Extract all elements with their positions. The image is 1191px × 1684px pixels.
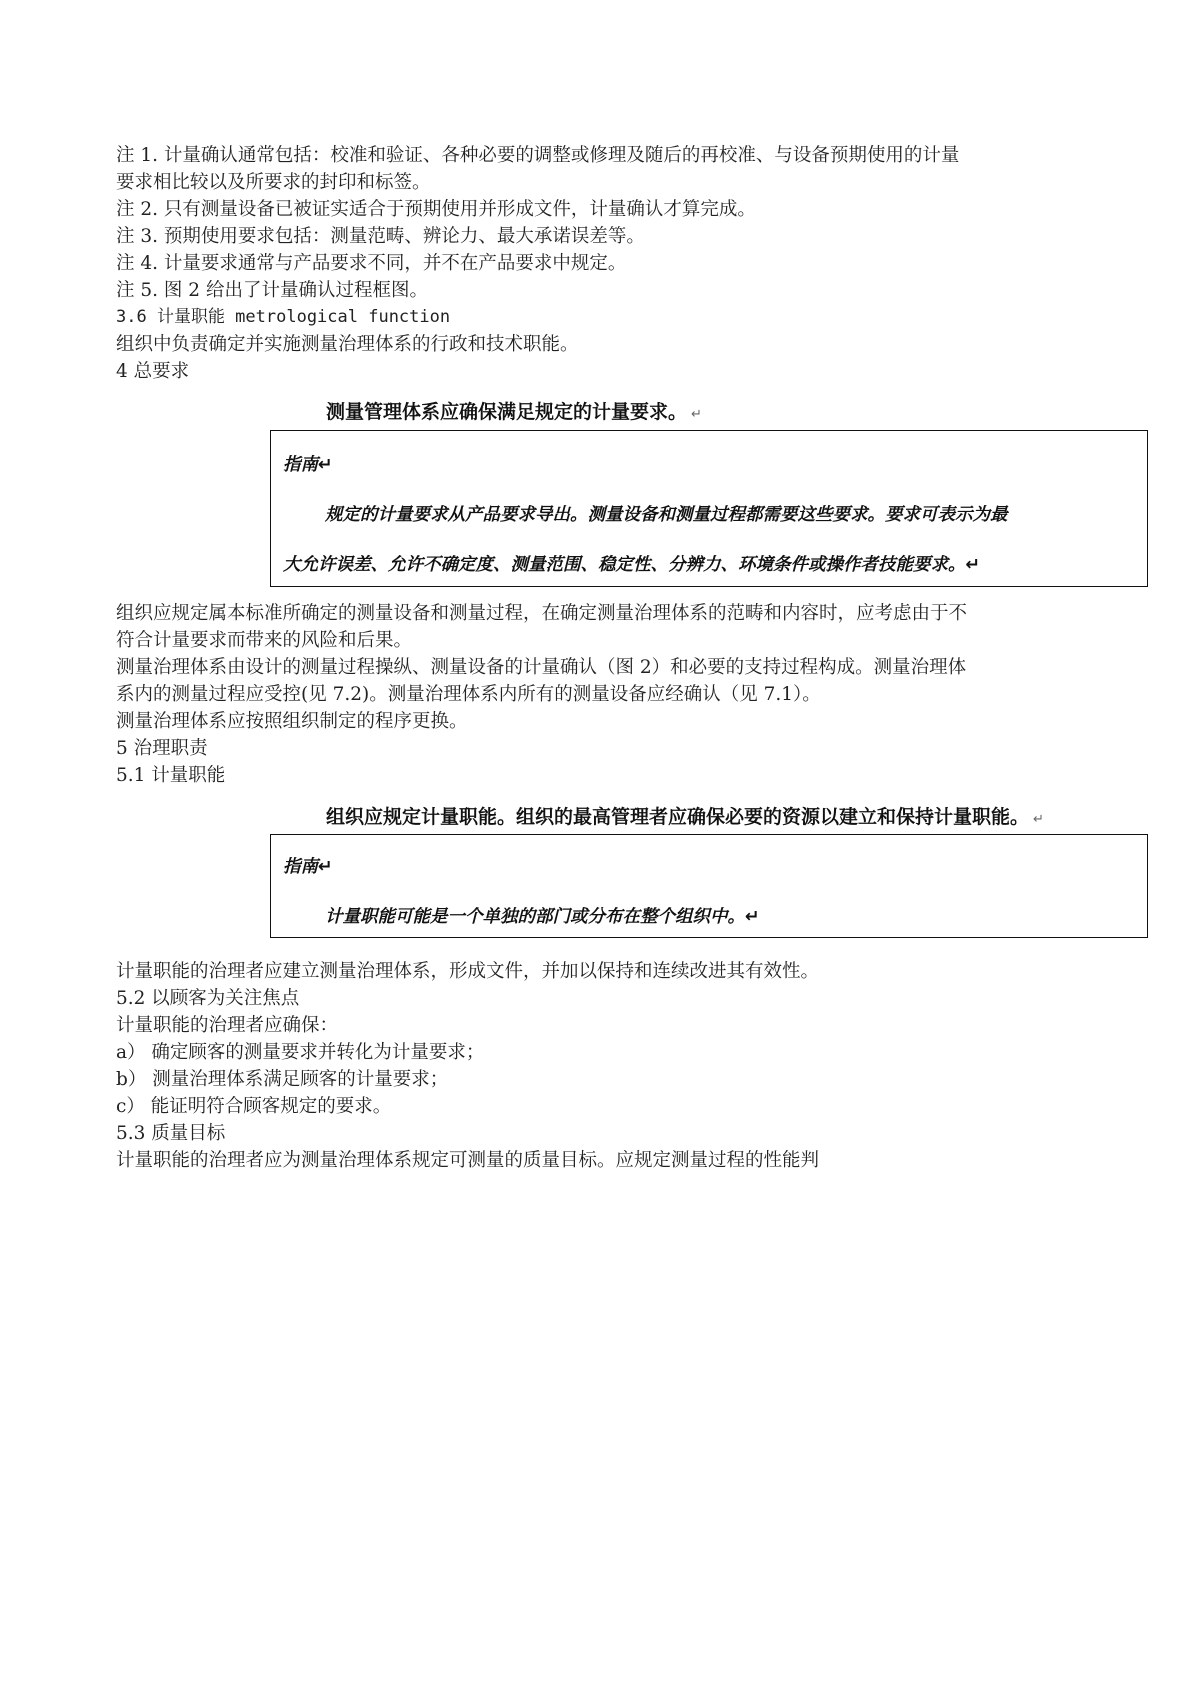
- guide-title: 指南↵: [283, 455, 333, 475]
- section-4-para-1-line-2: 符合计量要求而带来的风险和后果。: [116, 630, 413, 651]
- section-5-heading: 5 治理职责: [116, 738, 208, 759]
- note-4: 注 4. 计量要求通常与产品要求不同，并不在产品要求中规定。: [116, 253, 627, 274]
- section-4-requirement: [326, 399, 702, 428]
- note-5: 注 5. 图 2 给出了计量确认过程框图。: [116, 280, 428, 301]
- section-4-para-3: 测量治理体系应按照组织制定的程序更换。: [116, 711, 468, 732]
- guide-text-line-1: 规定的计量要求从产品要求导出。测量设备和测量过程都需要这些要求。要求可表示为最: [325, 505, 1008, 525]
- section-5-2-intro: 计量职能的治理者应确保：: [116, 1015, 339, 1036]
- list-item-c: c） 能证明符合顾客规定的要求。: [116, 1096, 392, 1117]
- note-1-line-1: 注 1. 计量确认通常包括：校准和验证、各种必要的调整或修理及随后的再校准、与设备预期使用的计量: [116, 145, 960, 166]
- paragraph-mark: ↵: [1033, 812, 1044, 827]
- section-4-requirement-text: 测量管理体系应确保满足规定的计量要求。: [326, 401, 688, 423]
- section-4-para-2-line-1: 测量治理体系由设计的测量过程操纵、测量设备的计量确认（图 2）和必要的支持过程构成。测量治理体: [116, 657, 967, 678]
- section-5-1-para: 计量职能的治理者应建立测量治理体系，形成文件，并加以保持和连续改进其有效性。: [116, 961, 820, 982]
- guide-title: 指南↵: [283, 857, 333, 877]
- note-2: 注 2. 只有测量设备已被证实适合于预期使用并形成文件，计量确认才算完成。: [116, 199, 756, 220]
- section-5-1-heading: 5.1 计量职能: [116, 765, 226, 786]
- section-4-heading: 4 总要求: [116, 361, 190, 382]
- note-3: 注 3. 预期使用要求包括：测量范畴、辨论力、最大承诺误差等。: [116, 226, 645, 247]
- paragraph-mark: ↵: [691, 407, 702, 422]
- section-5-3-text: 计量职能的治理者应为测量治理体系规定可测量的质量目标。应规定测量过程的性能判: [116, 1150, 820, 1171]
- section-3-6-heading: 3.6 计量职能 metrological function: [116, 307, 451, 327]
- section-4-para-2-line-2: 系内的测量过程应受控(见 7.2)。测量治理体系内所有的测量设备应经确认（见 7.1）。: [116, 684, 821, 705]
- section-5-2-heading: 5.2 以顾客为关注焦点: [116, 988, 300, 1009]
- note-1-line-2: 要求相比较以及所要求的封印和标签。: [116, 172, 431, 193]
- section-5-1-guide-box: [270, 834, 1148, 938]
- guide-text-line-2: 大允许误差、允许不确定度、测量范围、稳定性、分辨力、环境条件或操作者技能要求。↵: [283, 555, 981, 575]
- list-item-a: a） 确定顾客的测量要求并转化为计量要求；: [116, 1042, 485, 1063]
- list-item-b: b） 测量治理体系满足顾客的计量要求；: [116, 1069, 449, 1090]
- guide-text-line-1: 计量职能可能是一个单独的部门或分布在整个组织中。↵: [325, 907, 760, 927]
- section-5-1-requirement: [326, 804, 1044, 833]
- section-5-3-heading: 5.3 质量目标: [116, 1123, 226, 1144]
- section-4-guide-box: [270, 430, 1148, 587]
- section-4-para-1-line-1: 组织应规定属本标准所确定的测量设备和测量过程，在确定测量治理体系的范畴和内容时，应考虑由于不: [116, 603, 968, 624]
- section-3-6-text: 组织中负责确定并实施测量治理体系的行政和技术职能。: [116, 334, 579, 355]
- section-5-1-requirement-text: 组织应规定计量职能。组织的最高管理者应确保必要的资源以建立和保持计量职能。: [326, 806, 1030, 828]
